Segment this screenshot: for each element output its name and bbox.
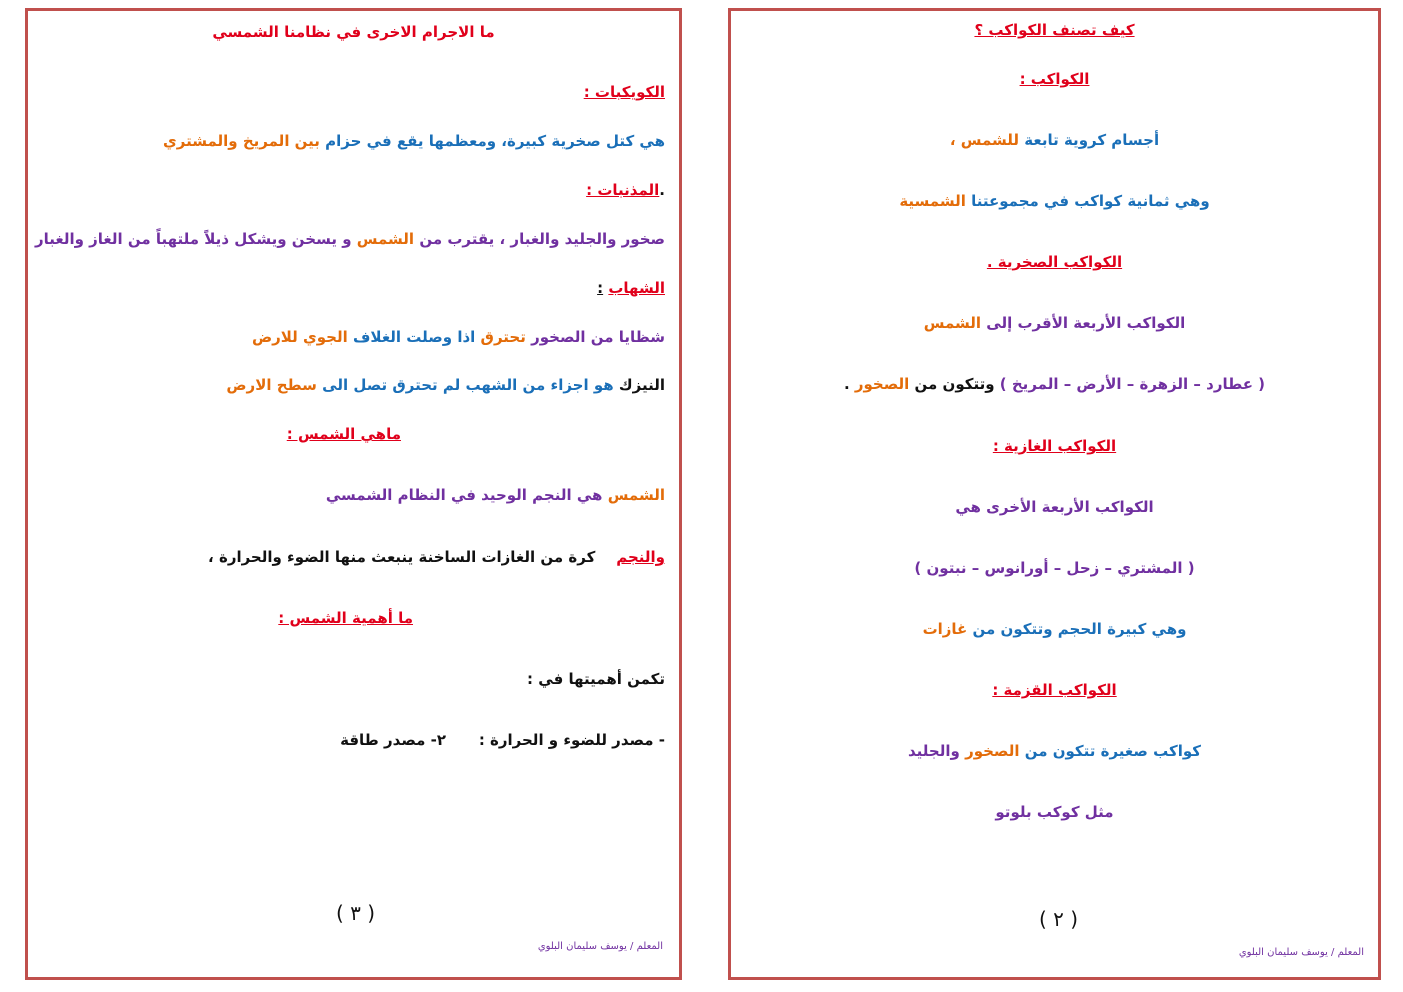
page-three (25, 8, 682, 980)
sun-heading: ماهي الشمس : (286, 425, 401, 443)
asteroids-heading: الكويكبات : (583, 83, 665, 101)
star-definition: والنجم كرة من الغازات الساخنة ينبعث منها الضوء والحرارة ، (208, 548, 665, 566)
asteroids-definition: هي كتل صخرية كبيرة، ومعظمها يقع في حزام بين المريخ والمشتري (163, 132, 665, 150)
comets-heading: .المذنبات : (586, 181, 665, 199)
comets-definition: صخور والجليد والغبار ، يقترب من الشمس و يسخن ويشكل ذيلاً ملتهباً من الغاز والغبار (34, 230, 665, 248)
importance-item-2: ٢- مصدر طاقة (340, 731, 446, 749)
teacher-name: المعلم / يوسف سليمان البلوي (1238, 947, 1364, 958)
meteor-definition: شظايا من الصخور تحترق اذا وصلت الغلاف الجوي للارض (251, 328, 665, 346)
dwarf-heading: الكواكب القزمة : (992, 681, 1117, 699)
meteorite-definition: النيزك هو اجزاء من الشهب لم تحترق تصل الى سطح الارض (226, 376, 665, 394)
page-number: ( ٣ ) (336, 901, 376, 925)
importance-item-1: - مصدر للضوء و الحرارة : (478, 731, 665, 749)
rocky-heading: الكواكب الصخرية . (986, 253, 1123, 271)
page-number: ( ٢ ) (1039, 907, 1079, 931)
importance-heading: ما أهمية الشمس : (278, 609, 413, 627)
sun-definition: الشمس هي النجم الوحيد في النظام الشمسي (325, 486, 665, 504)
teacher-name: المعلم / يوسف سليمان البلوي (537, 941, 663, 952)
page-title: كيف تصنف الكواكب ؟ (974, 21, 1135, 39)
importance-intro: تكمن أهميتها في : (527, 670, 665, 688)
gas-list: ( المشتري – زحل – أورانوس – نبتون ) (914, 559, 1195, 577)
gas-composition: وهي كبيرة الحجم وتتكون من غازات (922, 620, 1187, 638)
gas-heading: الكواكب الغازية : (992, 437, 1117, 455)
meteor-heading: الشهاب : (597, 279, 665, 297)
planets-heading: الكواكب : (1019, 70, 1090, 88)
dwarf-example: مثل كوكب بلوتو (995, 803, 1114, 821)
planets-count: وهي ثمانية كواكب في مجموعتنا الشمسية (899, 192, 1210, 210)
rocky-list: ( عطارد – الزهرة – الأرض – المريخ ) وتتكون من الصخور . (843, 375, 1266, 393)
page-two (728, 8, 1381, 980)
dwarf-definition: كواكب صغيرة تتكون من الصخور والجليد (908, 742, 1201, 760)
planets-definition: أجسام كروية تابعة للشمس ، (949, 131, 1160, 149)
gas-definition: الكواكب الأربعة الأخرى هي (955, 498, 1154, 516)
page-title: ما الاجرام الاخرى في نظامنا الشمسي (212, 23, 495, 41)
rocky-definition: الكواكب الأربعة الأقرب إلى الشمس (923, 314, 1186, 332)
